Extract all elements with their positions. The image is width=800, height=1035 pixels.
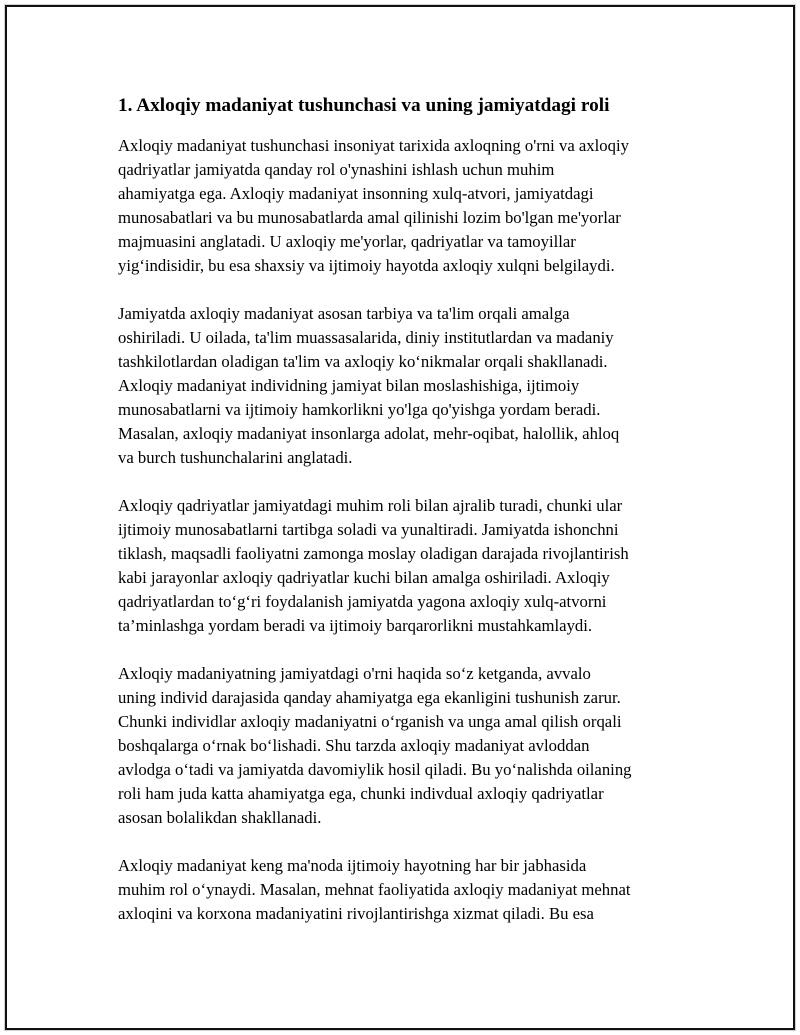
text-line: va burch tushunchalarini anglatadi. <box>118 448 353 467</box>
text-line: roli ham juda katta ahamiyatga ega, chunki indivdual axloqiy qadriyatlar <box>118 784 604 803</box>
text-line: Axloqiy madaniyat keng ma'noda ijtimoiy hayotning har bir jabhasida <box>118 856 587 875</box>
paragraph <box>118 134 693 278</box>
text-line: Axloqiy madaniyatning jamiyatdagi o'rni haqida so‘z ketganda, avvalo <box>118 664 591 683</box>
text-line: Jamiyatda axloqiy madaniyat asosan tarbiya va ta'lim orqali amalga <box>118 304 570 323</box>
document-body <box>118 93 693 950</box>
text-line: ahamiyatga ega. Axloqiy madaniyat insonning xulq-atvori, jamiyatdagi <box>118 184 594 203</box>
text-line: asosan bolalikdan shakllanadi. <box>118 808 322 827</box>
section-heading: 1. Axloqiy madaniyat tushunchasi va uning jamiyatdagi roli <box>118 95 610 116</box>
text-line: munosabatlari va bu munosabatlarda amal qilinishi lozim bo'lgan me'yorlar <box>118 208 621 227</box>
text-line: munosabatlarni va ijtimoiy hamkorlikni yo'lga qo'yishga yordam beradi. <box>118 400 601 419</box>
text-line: ijtimoiy munosabatlarni tartibga soladi va yunaltiradi. Jamiyatda ishonchni <box>118 520 619 539</box>
text-line: boshqalarga o‘rnak bo‘lishadi. Shu tarzda axloqiy madaniyat avloddan <box>118 736 590 755</box>
text-line: Axloqiy madaniyat individning jamiyat bilan moslashishiga, ijtimoiy <box>118 376 580 395</box>
paragraph <box>118 302 693 470</box>
text-line: Axloqiy qadriyatlar jamiyatdagi muhim roli bilan ajralib turadi, chunki ular <box>118 496 623 515</box>
text-line: qadriyatlar jamiyatda qanday rol o'ynashini ishlash uchun muhim <box>118 160 555 179</box>
text-line: tashkilotlardan oladigan ta'lim va axloqiy ko‘nikmalar orqali shakllanadi. <box>118 352 608 371</box>
paragraph <box>118 494 693 638</box>
text-line: kabi jarayonlar axloqiy qadriyatlar kuchi bilan amalga oshiriladi. Axloqiy <box>118 568 610 587</box>
text-line: tiklash, maqsadli faoliyatni zamonga moslay oladigan darajada rivojlantirish <box>118 544 629 563</box>
text-line: axloqini va korxona madaniyatini rivojlantirishga xizmat qiladi. Bu esa <box>118 904 594 923</box>
text-line: Chunki individlar axloqiy madaniyatni o‘rganish va unga amal qilish orqali <box>118 712 622 731</box>
text-line: majmuasini anglatadi. U axloqiy me'yorlar, qadriyatlar va tamoyillar <box>118 232 576 251</box>
paragraph <box>118 662 693 830</box>
text-line: qadriyatlardan to‘g‘ri foydalanish jamiyatda yagona axloqiy xulq-atvorni <box>118 592 607 611</box>
text-line: yig‘indisidir, bu esa shaxsiy va ijtimoiy hayotda axloqiy xulqni belgilaydi. <box>118 256 615 275</box>
text-line: oshiriladi. U oilada, ta'lim muassasalarida, diniy institutlardan va madaniy <box>118 328 614 347</box>
text-line: muhim rol o‘ynaydi. Masalan, mehnat faoliyatida axloqiy madaniyat mehnat <box>118 880 631 899</box>
text-line: avlodga o‘tadi va jamiyatda davomiylik hosil qiladi. Bu yo‘nalishda oilaning <box>118 760 632 779</box>
paragraph-list <box>118 134 693 926</box>
text-line: Masalan, axloqiy madaniyat insonlarga adolat, mehr-oqibat, halollik, ahloq <box>118 424 620 443</box>
text-line: Axloqiy madaniyat tushunchasi insoniyat tarixida axloqning o'rni va axloqiy <box>118 136 629 155</box>
paragraph <box>118 854 693 926</box>
text-line: ta’minlashga yordam beradi va ijtimoiy barqarorlikni mustahkamlaydi. <box>118 616 593 635</box>
text-line: uning individ darajasida qanday ahamiyatga ega ekanligini tushunish zarur. <box>118 688 621 707</box>
